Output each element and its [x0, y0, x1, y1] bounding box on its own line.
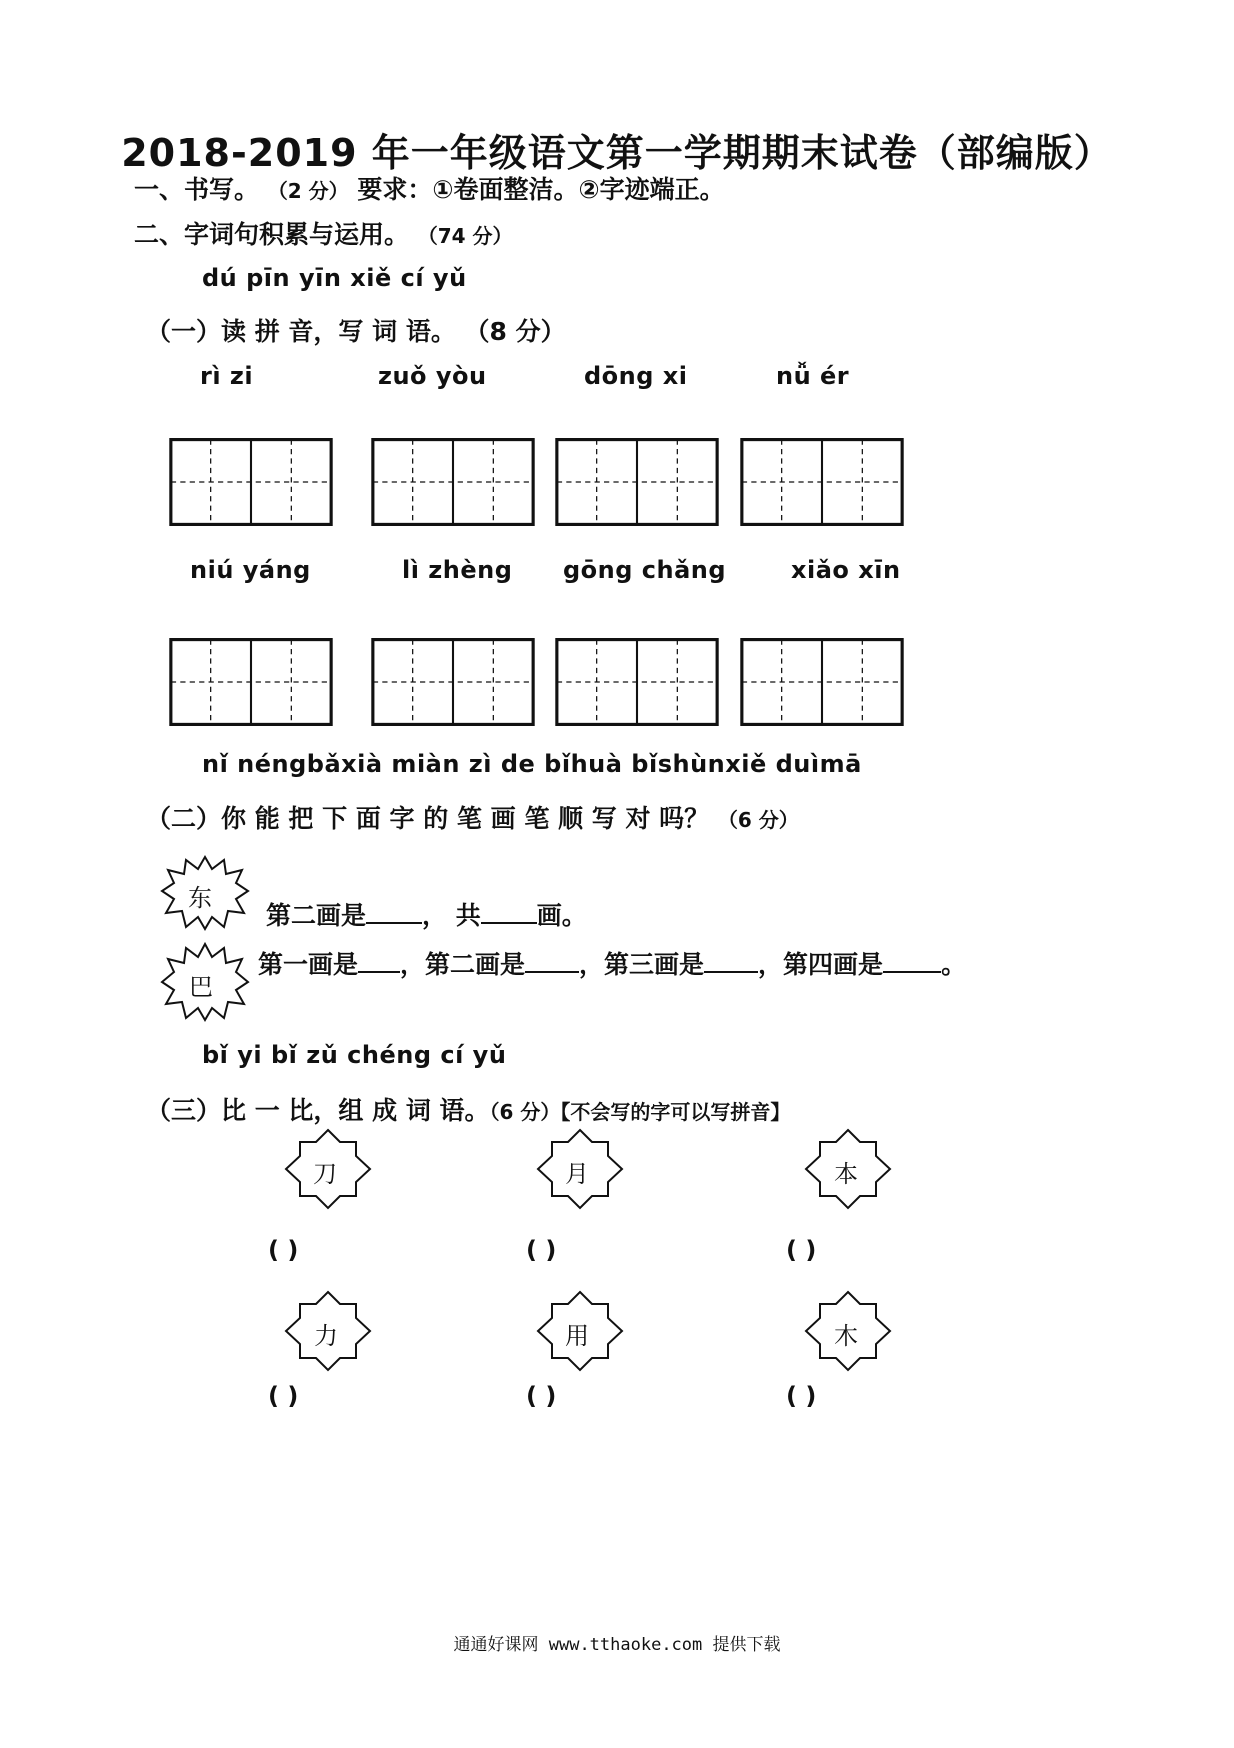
compare-char: 木: [834, 1322, 858, 1350]
answer-parentheses[interactable]: ( ): [526, 1382, 557, 1410]
answer-blank[interactable]: [704, 949, 758, 973]
char2-question: [258, 945, 966, 981]
answer-parentheses[interactable]: ( ): [786, 1382, 817, 1410]
footer-source: 通通好课网 www.tthaoke.com 提供下载: [453, 1635, 781, 1655]
compare-char: 力: [314, 1322, 338, 1350]
section2-heading: [134, 215, 513, 251]
char2-text-1: 第一画是: [258, 950, 359, 979]
part1-label: （一）读 拼 音，写 词 语。: [146, 317, 456, 346]
answer-blank[interactable]: [366, 900, 422, 924]
char1-text-b: ， 共: [422, 901, 481, 930]
section1-label: 一、书写。: [134, 175, 260, 204]
answer-parentheses[interactable]: ( ): [786, 1236, 817, 1264]
char2-text-5: 。: [941, 950, 967, 979]
writing-grid[interactable]: [552, 638, 722, 726]
writing-grid[interactable]: [368, 438, 538, 526]
part2-pinyin-hint: nǐ néngbǎxià miàn zì de bǐhuà bǐshùnxiě duìmā: [202, 750, 862, 778]
answer-blank[interactable]: [883, 949, 941, 973]
writing-grid[interactable]: [552, 438, 722, 526]
answer-parentheses[interactable]: ( ): [268, 1382, 299, 1410]
answer-blank[interactable]: [481, 900, 537, 924]
part2-label: （二）你 能 把 下 面 字 的 笔 画 笔 顺 写 对 吗？: [146, 804, 710, 833]
pinyin-word-7: gōng chǎng: [563, 556, 727, 584]
section1-heading: [134, 170, 725, 206]
char1-text-c: 画。: [536, 901, 587, 930]
char1-question: [266, 896, 587, 932]
char2-text-3: ，第三画是: [579, 950, 705, 979]
section1-requirement: 要求：①卷面整洁。②字迹端正。: [357, 175, 725, 204]
char2-text-2: ，第二画是: [400, 950, 526, 979]
writing-grid[interactable]: [166, 638, 336, 726]
char1-text-a: 第二画是: [266, 901, 367, 930]
pinyin-word-2: zuǒ yòu: [378, 362, 487, 390]
answer-blank[interactable]: [525, 949, 579, 973]
pinyin-word-6: lì zhèng: [402, 556, 513, 584]
section2-score: （74 分）: [417, 224, 513, 248]
compare-char: 月: [565, 1160, 589, 1188]
answer-blank[interactable]: [358, 949, 400, 973]
part1-pinyin-hint: dú pīn yīn xiě cí yǔ: [202, 264, 467, 292]
part3-score: （6 分）: [489, 1100, 561, 1124]
part3-heading: [146, 1091, 790, 1127]
page-title: 2018-2019 年一年级语文第一学期期末试卷（部编版）: [121, 131, 1113, 175]
pinyin-word-3: dōng xi: [584, 362, 688, 390]
part3-note: 【不会写的字可以写拼音】: [560, 1100, 791, 1124]
compare-char: 用: [565, 1322, 589, 1350]
section1-score: （2 分）: [267, 179, 349, 203]
answer-parentheses[interactable]: ( ): [526, 1236, 557, 1264]
compare-char: 本: [834, 1160, 858, 1188]
compare-char: 刀: [313, 1160, 337, 1188]
pinyin-word-8: xiǎo xīn: [791, 556, 901, 584]
answer-parentheses[interactable]: ( ): [268, 1236, 299, 1264]
section2-label: 二、字词句积累与运用。: [134, 220, 410, 249]
writing-grid[interactable]: [368, 638, 538, 726]
part1-heading: [146, 312, 566, 348]
writing-grid[interactable]: [166, 438, 336, 526]
stroke-char-dong: 东: [188, 884, 212, 912]
part3-label: （三）比 一 比，组 成 词 语。: [146, 1096, 490, 1125]
part3-pinyin-hint: bǐ yi bǐ zǔ chéng cí yǔ: [202, 1041, 507, 1069]
pinyin-word-1: rì zi: [200, 362, 254, 390]
pinyin-word-4: nǚ ér: [776, 362, 850, 390]
part2-heading: [146, 799, 799, 835]
writing-grid[interactable]: [737, 638, 907, 726]
pinyin-word-5: niú yáng: [190, 556, 311, 584]
part2-score: （6 分）: [717, 808, 799, 832]
part1-score: （8 分）: [464, 317, 566, 346]
stroke-char-ba: 巴: [189, 973, 213, 1001]
writing-grid[interactable]: [737, 438, 907, 526]
char2-text-4: ，第四画是: [758, 950, 884, 979]
